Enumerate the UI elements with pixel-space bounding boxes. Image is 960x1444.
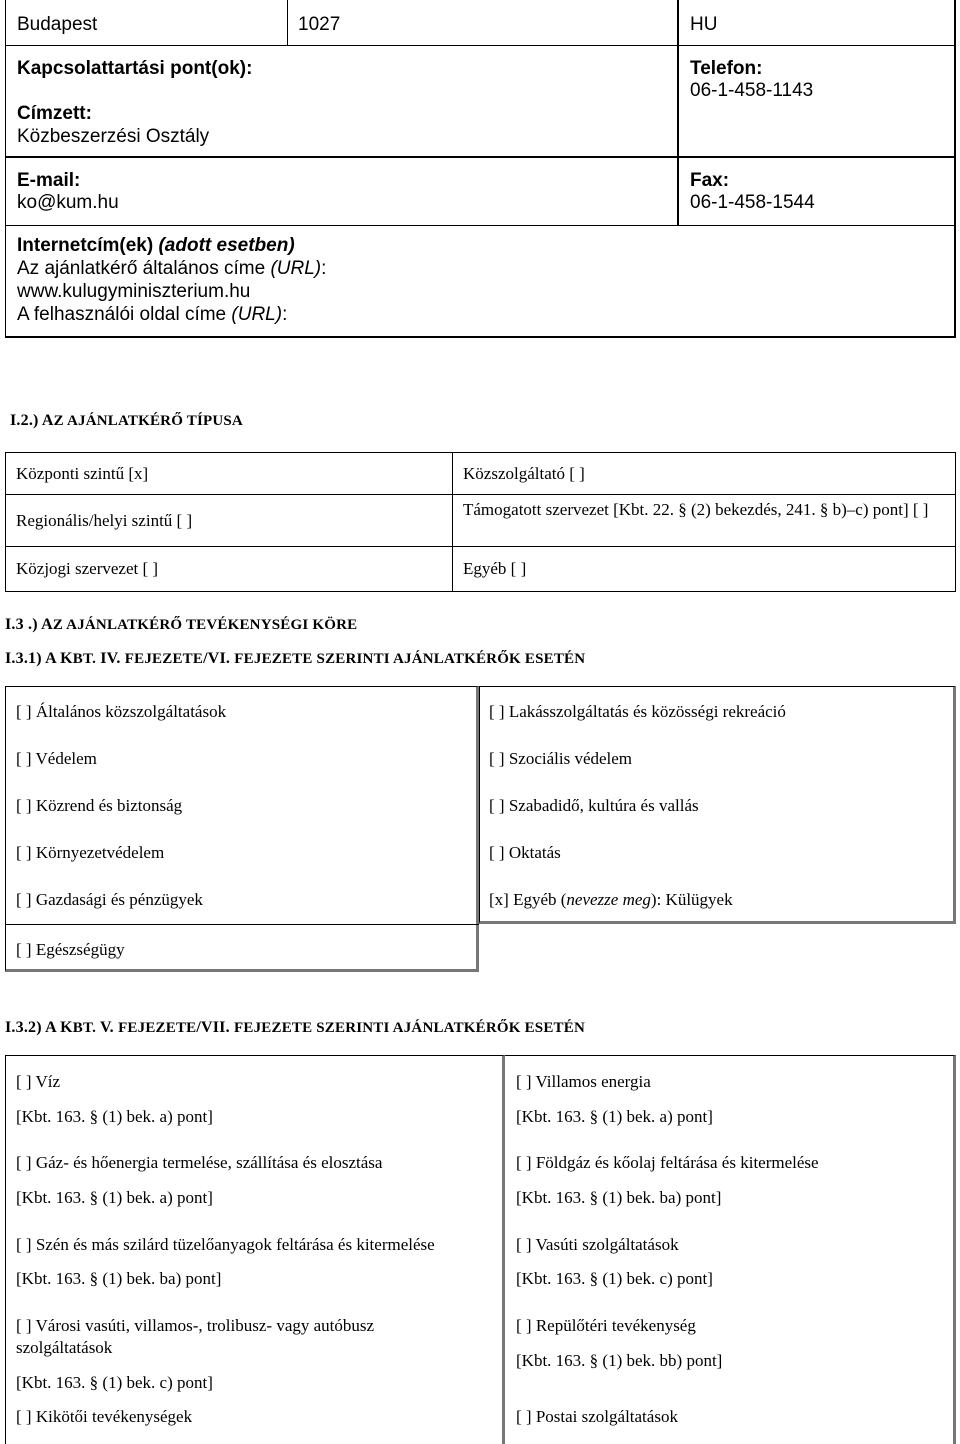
section-heading-i3: I.3 .) AZ AJÁNLATKÉRŐ TEVÉKENYSÉGI KÖRE	[5, 616, 358, 633]
sector-coal: [ ] Szén és más szilárd tüzelőanyagok feltárása és kitermelése	[16, 1235, 435, 1254]
type-supported: Támogatott szervezet [Kbt. 22. § (2) bekezdés, 241. § b)–c) pont] [ ]	[463, 500, 929, 519]
activity-leisure: [ ] Szabadidő, kultúra és vallás	[489, 796, 699, 815]
sector-postal: [ ] Postai szolgáltatások	[516, 1407, 678, 1426]
activity-public-order: [ ] Közrend és biztonság	[16, 796, 183, 815]
type-other: Egyéb [ ]	[463, 559, 527, 578]
row-divider	[5, 494, 956, 495]
section-heading-i2: I.2.) AZ AJÁNLATKÉRŐ TÍPUSA	[10, 412, 243, 429]
country: HU	[690, 14, 718, 35]
sector-airport-ref: [Kbt. 163. § (1) bek. bb) pont]	[516, 1351, 723, 1370]
sector-oil-gas: [ ] Földgáz és kőolaj feltárása és kitermelése	[516, 1153, 819, 1172]
activity-defence: [ ] Védelem	[16, 749, 97, 768]
internet-label	[17, 235, 295, 257]
activity-environment: [ ] Környezetvédelem	[16, 843, 165, 862]
col-divider	[287, 0, 288, 45]
sector-gas-heat-ref: [Kbt. 163. § (1) bek. a) pont]	[16, 1188, 213, 1207]
activity-education: [ ] Oktatás	[489, 843, 561, 862]
sector-water: [ ] Víz	[16, 1072, 61, 1091]
phone-value: 06-1-458-1143	[690, 80, 814, 101]
sector-railway-ref: [Kbt. 163. § (1) bek. c) pont]	[516, 1269, 713, 1288]
general-address-label: Az ajánlatkérő általános címe (URL):	[17, 258, 327, 279]
general-address-value: www.kulugyminiszterium.hu	[17, 281, 251, 302]
row-divider	[5, 546, 956, 547]
activity-social: [ ] Szociális védelem	[489, 749, 633, 768]
activity-left-box	[5, 686, 479, 972]
row-divider	[5, 225, 956, 226]
sector-urban-transport-ref: [Kbt. 163. § (1) bek. c) pont]	[16, 1373, 213, 1392]
row-divider	[5, 924, 479, 925]
activity-housing: [ ] Lakásszolgáltatás és közösségi rekreáció	[489, 702, 786, 721]
sector-oil-gas-ref: [Kbt. 163. § (1) bek. ba) pont]	[516, 1188, 722, 1207]
sector-coal-ref: [Kbt. 163. § (1) bek. ba) pont]	[16, 1269, 222, 1288]
city: Budapest	[17, 14, 98, 35]
sector-electricity-ref: [Kbt. 163. § (1) bek. a) pont]	[516, 1107, 713, 1126]
sector-water-ref: [Kbt. 163. § (1) bek. a) pont]	[16, 1107, 213, 1126]
row-divider	[5, 156, 956, 158]
type-public-law: Közjogi szervezet [ ]	[16, 559, 159, 578]
col-divider	[452, 452, 453, 592]
recipient-value: Közbeszerzési Osztály	[17, 126, 210, 147]
recipient-label: Címzett:	[17, 103, 92, 124]
sector-ports: [ ] Kikötői tevékenységek	[16, 1407, 193, 1426]
sector-railway: [ ] Vasúti szolgáltatások	[516, 1235, 679, 1254]
row-divider	[5, 45, 956, 46]
type-regional: Regionális/helyi szintű [ ]	[16, 511, 193, 530]
sector-gas-heat: [ ] Gáz- és hőenergia termelése, szállítása és elosztása	[16, 1153, 383, 1172]
sector-airport: [ ] Repülőtéri tevékenység	[516, 1316, 696, 1335]
activity-other: [x] Egyéb (nevezze meg): Külügyek	[489, 890, 733, 909]
postcode: 1027	[298, 14, 341, 35]
user-page-label: A felhasználói oldal címe (URL):	[17, 304, 288, 325]
internet-label-text: Internetcím(ek)	[17, 235, 154, 256]
fax-value: 06-1-458-1544	[690, 192, 815, 213]
activity-general: [ ] Általános közszolgáltatások	[16, 702, 227, 721]
email-value: ko@kum.hu	[17, 192, 119, 213]
activity-economy: [ ] Gazdasági és pénzügyek	[16, 890, 203, 909]
type-public-service: Közszolgáltató [ ]	[463, 464, 585, 483]
sector-urban-transport: [ ] Városi vasúti, villamos-, trolibusz- vagy autóbusz szolgáltatások	[16, 1316, 375, 1357]
fax-label: Fax:	[690, 170, 730, 191]
internet-label-italic: (adott esetben)	[158, 235, 295, 256]
activity-health: [ ] Egészségügy	[16, 940, 125, 959]
phone-label: Telefon:	[690, 58, 763, 79]
email-label: E-mail:	[17, 170, 81, 191]
section-heading-i31: I.3.1) A KBT. IV. FEJEZETE/VI. FEJEZETE SZERINTI AJÁNLATKÉRŐK ESETÉN	[5, 650, 586, 667]
col-divider	[677, 0, 679, 225]
contact-label: Kapcsolattartási pont(ok):	[17, 58, 253, 79]
sector-electricity: [ ] Villamos energia	[516, 1072, 651, 1091]
section-heading-i32: I.3.2) A KBT. V. FEJEZETE/VII. FEJEZETE SZERINTI AJÁNLATKÉRŐK ESETÉN	[5, 1019, 585, 1036]
type-central: Központi szintű [x]	[16, 464, 149, 483]
